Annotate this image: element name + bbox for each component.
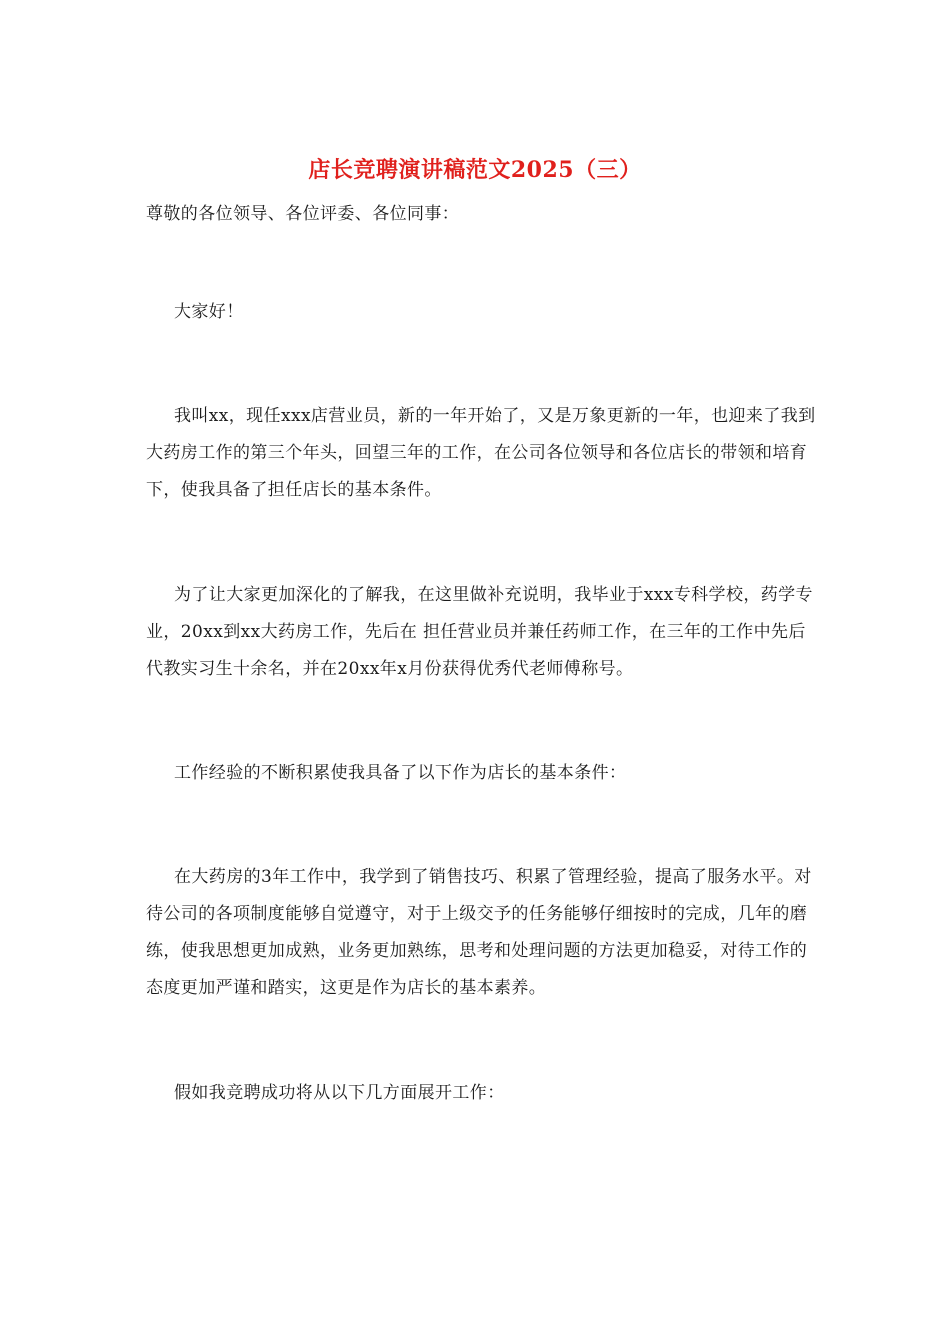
paragraph-plan-intro: 假如我竞聘成功将从以下几方面展开工作：	[174, 1083, 505, 1103]
document-title: 店长竞聘演讲稿范文2025（三）	[308, 157, 642, 183]
salutation: 尊敬的各位领导、各位评委、各位同事：	[146, 204, 460, 224]
paragraph-experience: 在大药房的3年工作中，我学到了销售技巧、积累了管理经验，提高了服务水平。对待公司的各项制度能够自觉遵守，对于上级交予的任务能够仔细按时的完成，几年的磨练，使我思想更加成熟，业务更加熟练，思考和处理问题的方法更加稳妥，对待工作的态度更加严谨和踏实，这更是作为店长的基本素养。	[146, 867, 812, 998]
paragraph-greeting: 大家好！	[174, 302, 244, 322]
paragraph-introduction: 我叫xx，现任xxx店营业员，新的一年开始了，又是万象更新的一年，也迎来了我到大药房工作的第三个年头，回望三年的工作，在公司各位领导和各位店长的带领和培育下，使我具备了担任店长的基本条件。	[146, 406, 816, 500]
paragraph-qualifications-intro: 工作经验的不断积累使我具备了以下作为店长的基本条件：	[174, 763, 627, 783]
paragraph-background: 为了让大家更加深化的了解我，在这里做补充说明，我毕业于xxx专科学校，药学专业，20xx到xx大药房工作，先后在 担任营业员并兼任药师工作，在三年的工作中先后代教实习生十余名，并在20xx年x月份获得优秀代老师傅称号。	[146, 585, 813, 679]
